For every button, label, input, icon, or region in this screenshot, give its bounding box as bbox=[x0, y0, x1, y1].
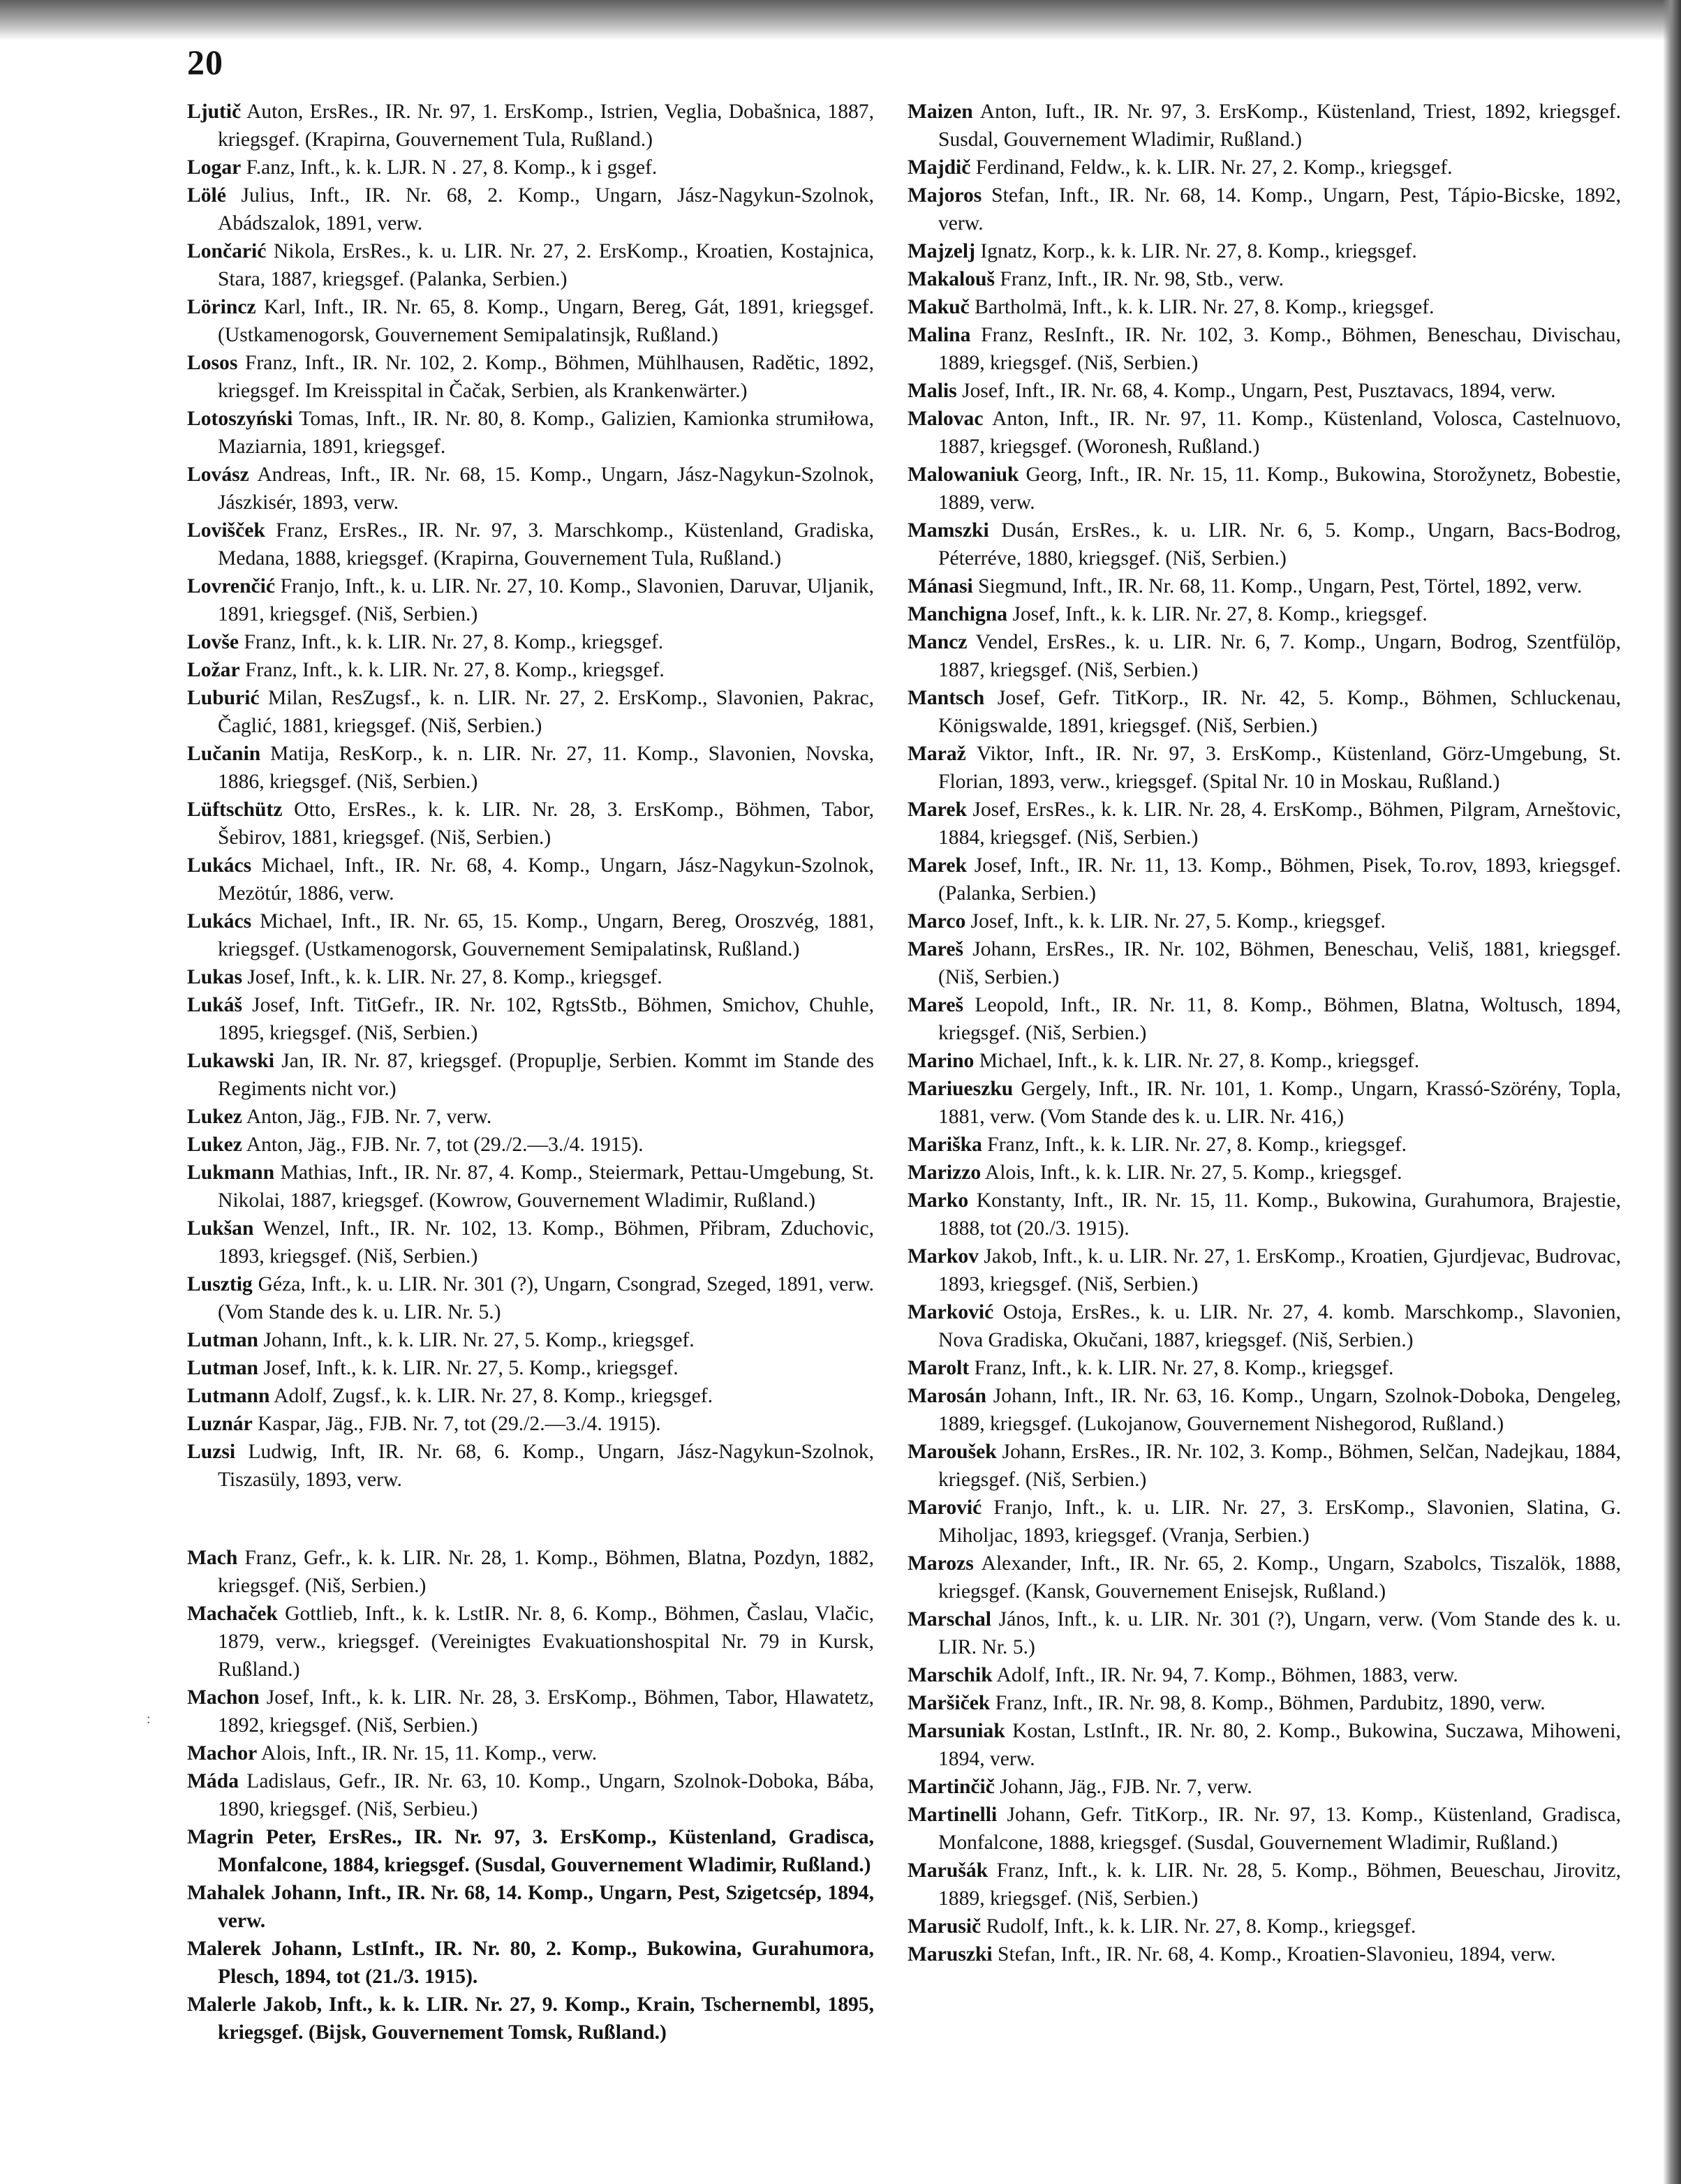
entry-details: Josef, Inft., k. k. LIR. Nr. 27, 5. Komp., kriegsgef. bbox=[258, 1357, 679, 1379]
entry-details: Konstanty, Inft., IR. Nr. 15, 11. Komp., Bukowina, Gurahumora, Brajestie, 1888, tot (20./3. 1915). bbox=[938, 1189, 1621, 1240]
entry-details: Tomas, Inft., IR. Nr. 80, 8. Komp., Galizien, Kamionka strumiłowa, Maziarnia, 1891, kriegsgef. bbox=[218, 408, 874, 458]
section-gap bbox=[187, 1494, 874, 1544]
register-entry bbox=[187, 405, 874, 461]
entry-details: Julius, Inft., IR. Nr. 68, 2. Komp., Ungarn, Jász-Nagykun-Szolnok, Abádszalok, 1891, verw. bbox=[218, 184, 874, 235]
entry-surname: Martinelli bbox=[908, 1804, 998, 1826]
entry-details: Otto, ErsRes., k. k. LIR. Nr. 28, 3. ErsKomp., Böhmen, Tabor, Šebirov, 1881, kriegsgef. (Niš, Serbien.) bbox=[218, 798, 874, 849]
register-entry bbox=[908, 1857, 1621, 1912]
entry-details: Vendel, ErsRes., k. u. LIR. Nr. 6, 7. Komp., Ungarn, Bodrog, Szentfülöp, 1887, kriegsgef. (Niš, Serbien.) bbox=[938, 631, 1621, 681]
register-entry bbox=[908, 740, 1621, 796]
entry-details: Johann, Jäg., FJB. Nr. 7, verw. bbox=[994, 1776, 1252, 1798]
entry-surname: Makuč bbox=[908, 296, 970, 318]
entry-details: Franz, ErsRes., IR. Nr. 97, 3. Marschkomp., Küstenland, Gradiska, Medana, 1888, kriegsgef. (Krapirna, Gouvernement Tula, Rußland.) bbox=[218, 519, 874, 570]
register-entry bbox=[187, 991, 874, 1047]
entry-surname: Machon bbox=[187, 1686, 260, 1709]
register-entry bbox=[187, 181, 874, 237]
entry-surname: Ljutič bbox=[187, 101, 242, 123]
register-entry bbox=[908, 796, 1621, 852]
entry-surname: Lukáš bbox=[187, 994, 242, 1016]
register-entry bbox=[908, 852, 1621, 907]
entry-surname: Majzelj bbox=[908, 240, 975, 262]
entry-surname: Marek bbox=[908, 798, 967, 821]
register-entry bbox=[187, 1684, 874, 1739]
register-entry bbox=[908, 1242, 1621, 1298]
entry-surname: Lüftschütz bbox=[187, 798, 283, 821]
register-entry bbox=[908, 1382, 1621, 1438]
entry-details: Ludwig, Inft, IR. Nr. 68, 6. Komp., Ungarn, Jász-Nagykun-Szolnok, Tiszasüly, 1893, verw. bbox=[218, 1441, 874, 1491]
entry-surname: Marušák bbox=[908, 1859, 988, 1882]
entry-details: Andreas, Inft., IR. Nr. 68, 15. Komp., Ungarn, Jász-Nagykun-Szolnok, Jászkisér, 1893, verw. bbox=[218, 463, 874, 514]
register-entry bbox=[187, 1047, 874, 1103]
entry-surname: Luznár bbox=[187, 1413, 253, 1435]
entry-details: Johann, Inft., k. k. LIR. Nr. 27, 5. Komp., kriegsgef. bbox=[258, 1329, 695, 1351]
entry-details: Josef, Inft., k. k. LIR. Nr. 27, 8. Komp., kriegsgef. bbox=[1007, 603, 1428, 625]
register-entry bbox=[187, 237, 874, 293]
register-entry bbox=[187, 963, 874, 991]
register-entry bbox=[187, 293, 874, 349]
register-entry bbox=[187, 1767, 874, 1823]
register-entry bbox=[187, 1879, 874, 1935]
register-entry bbox=[908, 1940, 1621, 1968]
entry-surname: Lovrenčić bbox=[187, 575, 276, 597]
register-entry bbox=[187, 98, 874, 154]
entry-details: Anton, Inft., IR. Nr. 97, 11. Komp., Küstenland, Volosca, Castelnuovo, 1887, kriegsgef. (Woronesh, Rußland.) bbox=[938, 408, 1621, 458]
entry-details: Johann, ErsRes., IR. Nr. 102, 3. Komp., Böhmen, Selčan, Nadejkau, 1884, kriegsgef. (Niš, Serbien.) bbox=[938, 1441, 1621, 1491]
entry-details: Alois, Inft., IR. Nr. 15, 11. Komp., verw. bbox=[257, 1742, 598, 1765]
entry-surname: Mareš bbox=[908, 994, 963, 1016]
entry-details: Ladislaus, Gefr., IR. Nr. 63, 10. Komp., Ungarn, Szolnok-Doboka, Bába, 1890, kriegsgef. (Niš, Serbieu.) bbox=[218, 1770, 874, 1820]
entry-details: Alexander, Inft., IR. Nr. 65, 2. Komp., Ungarn, Szabolcs, Tiszalök, 1888, kriegsgef. (Kansk, Gouvernement Enisejsk, Rußland.) bbox=[938, 1552, 1621, 1603]
entry-details: Johann, Inft., IR. Nr. 63, 16. Komp., Ungarn, Szolnok-Doboka, Dengeleg, 1889, kriegsgef. (Lukojanow, Gouvernement Nishegorod, Rußland.) bbox=[938, 1385, 1621, 1435]
register-entry bbox=[908, 600, 1621, 628]
register-entry bbox=[908, 517, 1621, 572]
entry-surname: Luburić bbox=[187, 687, 260, 709]
entry-surname: Malina bbox=[908, 324, 971, 346]
entry-surname: Manchigna bbox=[908, 603, 1008, 625]
entry-details: Anton, Jäg., FJB. Nr. 7, verw. bbox=[242, 1106, 492, 1128]
entry-details: Franz, Inft., k. k. LIR. Nr. 27, 8. Komp., kriegsgef. bbox=[238, 631, 664, 653]
entry-details: Franz, Inft., k. k. LIR. Nr. 27, 8. Komp., kriegsgef. bbox=[982, 1134, 1407, 1156]
register-entry bbox=[908, 1717, 1621, 1773]
register-entry bbox=[908, 991, 1621, 1047]
register-entry bbox=[908, 293, 1621, 321]
register-entry bbox=[187, 684, 874, 740]
entry-surname: Marozs bbox=[908, 1552, 974, 1575]
register-entry bbox=[187, 1131, 874, 1159]
entry-surname: Lukács bbox=[187, 910, 252, 933]
entry-details: Alois, Inft., k. k. LIR. Nr. 27, 5. Komp., kriegsgef. bbox=[981, 1161, 1402, 1184]
register-entry bbox=[187, 1544, 874, 1600]
register-entry bbox=[187, 517, 874, 572]
entry-details: Johann, Inft., IR. Nr. 68, 14. Komp., Ungarn, Pest, Szigetcsép, 1894, verw. bbox=[218, 1882, 874, 1932]
entry-surname: Majdič bbox=[908, 156, 971, 179]
entry-surname: Markov bbox=[908, 1245, 979, 1268]
register-entry bbox=[908, 1075, 1621, 1131]
register-entry bbox=[908, 1912, 1621, 1940]
entry-details: Rudolf, Inft., k. k. LIR. Nr. 27, 8. Komp., kriegsgef. bbox=[981, 1915, 1416, 1938]
page-number: 20 bbox=[187, 43, 223, 82]
entry-details: Gottlieb, Inft., k. k. LstIR. Nr. 8, 6. Komp., Böhmen, Časlau, Vlačic, 1879, verw., kriegsgef. (Vereinigtes Evakuationshospital Nr. 79 in Kursk, Rußland.) bbox=[218, 1603, 874, 1681]
register-entry bbox=[187, 1739, 874, 1767]
entry-surname: Mach bbox=[187, 1547, 238, 1569]
entry-details: Josef, Gefr. TitKorp., IR. Nr. 42, 5. Komp., Böhmen, Schluckenau, Königswalde, 1891, kriegsgef. (Niš, Serbien.) bbox=[938, 687, 1621, 737]
entry-surname: Mahalek bbox=[187, 1882, 265, 1904]
entry-surname: Maraž bbox=[908, 743, 966, 765]
entry-details: Franjo, Inft., k. u. LIR. Nr. 27, 3. ErsKomp., Slavonien, Slatina, G. Miholjac, 1893, kriegsgef. (Vranja, Serbien.) bbox=[938, 1496, 1621, 1547]
entry-details: Peter, ErsRes., IR. Nr. 97, 3. ErsKomp., Küstenland, Gradisca, Monfalcone, 1884, kriegsgef. (Susdal, Gouvernement Wladimir, Rußland.) bbox=[218, 1826, 874, 1876]
entry-surname: Marschik bbox=[908, 1664, 993, 1686]
entry-surname: Machor bbox=[187, 1742, 258, 1765]
register-entry bbox=[187, 1410, 874, 1438]
entry-details: Josef, Inft., k. k. LIR. Nr. 27, 5. Komp., kriegsgef. bbox=[965, 910, 1386, 933]
register-entry bbox=[908, 461, 1621, 517]
entry-details: Franz, ResInft., IR. Nr. 102, 3. Komp., Böhmen, Beneschau, Divischau, 1889, kriegsgef. (Niš, Serbien.) bbox=[938, 324, 1621, 374]
register-entry bbox=[187, 1103, 874, 1131]
register-entry bbox=[187, 1159, 874, 1214]
entry-surname: Mareš bbox=[908, 938, 963, 960]
entry-surname: Lukawski bbox=[187, 1050, 275, 1072]
entry-details: Jakob, Inft., k. u. LIR. Nr. 27, 1. ErsKomp., Kroatien, Gjurdjevac, Budrovac, 1893, kriegsgef. (Niš, Serbien.) bbox=[938, 1245, 1621, 1295]
entry-details: Georg, Inft., IR. Nr. 15, 11. Komp., Bukowina, Storožynetz, Bobestie, 1889, verw. bbox=[938, 463, 1621, 514]
entry-surname: Maizen bbox=[908, 101, 973, 123]
register-entry bbox=[908, 1159, 1621, 1187]
entry-surname: Lutman bbox=[187, 1357, 258, 1379]
register-entry bbox=[908, 1605, 1621, 1661]
register-entry bbox=[908, 1494, 1621, 1550]
entry-details: F.anz, Inft., k. k. LJR. N . 27, 8. Komp., k i gsgef. bbox=[241, 156, 658, 179]
entry-details: Stefan, Inft., IR. Nr. 68, 4. Komp., Kroatien-Slavonieu, 1894, verw. bbox=[992, 1943, 1556, 1966]
entry-details: Matija, ResKorp., k. n. LIR. Nr. 27, 11. Komp., Slavonien, Novska, 1886, kriegsgef. (Niš, Serbien.) bbox=[218, 743, 874, 793]
entry-surname: Mariška bbox=[908, 1134, 982, 1156]
entry-surname: Lölé bbox=[187, 184, 226, 207]
register-entry bbox=[908, 935, 1621, 991]
entry-surname: Makalouš bbox=[908, 268, 995, 290]
register-entry bbox=[187, 461, 874, 517]
entry-surname: Marosán bbox=[908, 1385, 986, 1407]
entry-surname: Majoros bbox=[908, 184, 982, 207]
entry-details: Leopold, Inft., IR. Nr. 11, 8. Komp., Böhmen, Blatna, Woltusch, 1894, kriegsgef. (Niš, Serbien.) bbox=[938, 994, 1621, 1044]
entry-surname: Maruszki bbox=[908, 1943, 993, 1966]
register-entry bbox=[908, 1661, 1621, 1689]
entry-surname: Lovše bbox=[187, 631, 239, 653]
register-entry bbox=[908, 628, 1621, 684]
entry-surname: Marizzo bbox=[908, 1161, 982, 1184]
scan-top-edge-shadow bbox=[0, 0, 1681, 40]
entry-details: Mathias, Inft., IR. Nr. 87, 4. Komp., Steiermark, Pettau-Umgebung, St. Nikolai, 1887, kriegsgef. (Kowrow, Gouvernement Wladimir, Rußland.) bbox=[218, 1161, 874, 1212]
entry-details: Géza, Inft., k. u. LIR. Nr. 301 (?), Ungarn, Csongrad, Szeged, 1891, verw. (Vom Stande des k. u. LIR. Nr. 5.) bbox=[218, 1273, 874, 1323]
entry-surname: Malerek bbox=[187, 1938, 262, 1960]
register-entry bbox=[908, 1354, 1621, 1382]
entry-details: Anton, Jäg., FJB. Nr. 7, tot (29./2.—3./4. 1915). bbox=[242, 1134, 644, 1156]
entry-details: Johann, Gefr. TitKorp., IR. Nr. 97, 13. Komp., Küstenland, Gradisca, Monfalcone, 1888, kriegsgef. (Susdal, Gouvernement Wladimir, Rußland.) bbox=[938, 1804, 1621, 1854]
entry-surname: Lotoszyński bbox=[187, 408, 293, 430]
register-entry bbox=[187, 154, 874, 181]
register-entry bbox=[908, 181, 1621, 237]
entry-details: Wenzel, Inft., IR. Nr. 102, 13. Komp., Böhmen, Přibram, Zduchovic, 1893, kriegsgef. (Niš, Serbien.) bbox=[218, 1217, 874, 1268]
entry-surname: Lukács bbox=[187, 854, 252, 877]
register-entry bbox=[187, 1382, 874, 1410]
entry-surname: Marković bbox=[908, 1301, 994, 1323]
entry-surname: Lukez bbox=[187, 1134, 242, 1156]
entry-surname: Lukez bbox=[187, 1106, 242, 1128]
entry-surname: Marko bbox=[908, 1189, 969, 1212]
entry-surname: Lutmann bbox=[187, 1385, 270, 1407]
register-entry bbox=[187, 1326, 874, 1354]
entry-details: Milan, ResZugsf., k. n. LIR. Nr. 27, 2. ErsKomp., Slavonien, Pakrac, Čaglić, 1881, kriegsgef. (Niš, Serbien.) bbox=[218, 687, 874, 737]
entry-details: Ignatz, Korp., k. k. LIR. Nr. 27, 8. Komp., kriegsgef. bbox=[975, 240, 1417, 262]
entry-details: Franz, Gefr., k. k. LIR. Nr. 28, 1. Komp., Böhmen, Blatna, Pozdyn, 1882, kriegsgef. (Niš, Serbien.) bbox=[218, 1547, 874, 1597]
entry-surname: Ložar bbox=[187, 659, 240, 681]
register-entry bbox=[908, 265, 1621, 293]
register-entry bbox=[908, 684, 1621, 740]
register-entry bbox=[187, 1991, 874, 2046]
scan-right-edge-shadow bbox=[1663, 0, 1681, 2184]
entry-details: Kostan, LstInft., IR. Nr. 80, 2. Komp., Bukowina, Suczawa, Mihoweni, 1894, verw. bbox=[938, 1720, 1621, 1770]
register-entry bbox=[187, 1823, 874, 1879]
register-entry bbox=[908, 1438, 1621, 1494]
register-entry bbox=[908, 1801, 1621, 1857]
entry-details: Kaspar, Jäg., FJB. Nr. 7, tot (29./2.—3./4. 1915). bbox=[252, 1413, 661, 1435]
entry-details: Franz, Inft., k. k. LIR. Nr. 28, 5. Komp., Böhmen, Beueschau, Jirovitz, 1889, kriegsgef. (Niš, Serbien.) bbox=[938, 1859, 1621, 1910]
entry-details: Franz, Inft., IR. Nr. 102, 2. Komp., Böhmen, Mühlhausen, Radětic, 1892, kriegsgef. Im Kreisspital in Čačak, Serbien, als Krankenwärter.) bbox=[218, 352, 874, 402]
entry-surname: Marco bbox=[908, 910, 966, 933]
entry-details: Josef, Inft., IR. Nr. 68, 4. Komp., Ungarn, Pest, Pusztavacs, 1894, verw. bbox=[956, 380, 1556, 402]
register-entry bbox=[908, 98, 1621, 154]
entry-details: Johann, LstInft., IR. Nr. 80, 2. Komp., Bukowina, Gurahumora, Plesch, 1894, tot (21./3. 1915). bbox=[218, 1938, 874, 1988]
entry-details: Josef, ErsRes., k. k. LIR. Nr. 28, 4. ErsKomp., Böhmen, Pilgram, Arneštovic, 1884, kriegsgef. (Niš, Serbien.) bbox=[938, 798, 1621, 849]
entry-details: Franz, Inft., IR. Nr. 98, Stb., verw. bbox=[994, 268, 1284, 290]
entry-surname: Lutman bbox=[187, 1329, 258, 1351]
entry-surname: Marović bbox=[908, 1496, 982, 1519]
entry-surname: Magrin bbox=[187, 1826, 254, 1848]
entry-details: Ostoja, ErsRes., k. u. LIR. Nr. 27, 4. komb. Marschkomp., Slavonien, Nova Gradiska, Okučani, 1887, kriegsgef. (Niš, Serbien.) bbox=[938, 1301, 1621, 1351]
register-entry bbox=[908, 237, 1621, 265]
register-entry bbox=[187, 1438, 874, 1494]
register-entry bbox=[908, 405, 1621, 461]
register-entry bbox=[187, 1214, 874, 1270]
entry-surname: Lončarić bbox=[187, 240, 267, 262]
register-entry bbox=[908, 907, 1621, 935]
register-entry bbox=[187, 796, 874, 852]
entry-surname: Marschal bbox=[908, 1608, 991, 1630]
entry-details: János, Inft., k. u. LIR. Nr. 301 (?), Ungarn, verw. (Vom Stande des k. u. LIR. Nr. 5.) bbox=[938, 1608, 1621, 1658]
entry-surname: Marek bbox=[908, 854, 967, 877]
entry-details: Franz, Inft., IR. Nr. 98, 8. Komp., Böhmen, Pardubitz, 1890, verw. bbox=[990, 1692, 1546, 1714]
entry-details: Auton, ErsRes., IR. Nr. 97, 1. ErsKomp., Istrien, Veglia, Dobašnica, 1887, kriegsgef. (Krapirna, Gouvernement Tula, Rußland.) bbox=[218, 101, 874, 151]
entry-surname: Machaček bbox=[187, 1603, 278, 1625]
register-entry bbox=[187, 656, 874, 684]
entry-details: Karl, Inft., IR. Nr. 65, 8. Komp., Ungarn, Bereg, Gát, 1891, kriegsgef. (Ustkamenogorsk, Gouvernement Semipalatinsjk, Rußland.) bbox=[218, 296, 874, 346]
register-entry bbox=[187, 852, 874, 907]
entry-surname: Lukšan bbox=[187, 1217, 254, 1240]
entry-surname: Martinčič bbox=[908, 1776, 995, 1798]
register-entry bbox=[187, 1270, 874, 1326]
register-entry bbox=[187, 740, 874, 796]
entry-details: Dusán, ErsRes., k. u. LIR. Nr. 6, 5. Komp., Ungarn, Bacs-Bodrog, Péterréve, 1880, kriegsgef. (Niš, Serbien.) bbox=[938, 519, 1621, 570]
entry-surname: Malowaniuk bbox=[908, 463, 1019, 486]
entry-surname: Malis bbox=[908, 380, 957, 402]
entry-details: Anton, Iuft., IR. Nr. 97, 3. ErsKomp., Küstenland, Triest, 1892, kriegsgef. Susdal, Gouvernement Wladimir, Rußland.) bbox=[938, 101, 1621, 151]
register-entry bbox=[908, 1550, 1621, 1605]
entry-surname: Lusztig bbox=[187, 1273, 253, 1295]
entry-details: Josef, Inft., k. k. LIR. Nr. 28, 3. ErsKomp., Böhmen, Tabor, Hlawatetz, 1892, kriegsgef. (Niš, Serbien.) bbox=[218, 1686, 874, 1737]
register-entry bbox=[187, 907, 874, 963]
entry-surname: Mantsch bbox=[908, 687, 985, 709]
entry-surname: Marolt bbox=[908, 1357, 970, 1379]
entry-surname: Marsuniak bbox=[908, 1720, 1005, 1742]
register-entry bbox=[187, 349, 874, 405]
entry-details: Siegmund, Inft., IR. Nr. 68, 11. Komp., Ungarn, Pest, Törtel, 1892, verw. bbox=[972, 575, 1583, 597]
entry-details: Adolf, Zugsf., k. k. LIR. Nr. 27, 8. Komp., kriegsgef. bbox=[269, 1385, 713, 1407]
entry-surname: Maroušek bbox=[908, 1441, 997, 1463]
entry-details: Viktor, Inft., IR. Nr. 97, 3. ErsKomp., Küstenland, Görz-Umgebung, St. Florian, 1893, verw., kriegsgef. (Spital Nr. 10 in Moskau, Rußland.) bbox=[938, 743, 1621, 793]
entry-surname: Lovász bbox=[187, 463, 249, 486]
register-entry bbox=[908, 321, 1621, 377]
entry-surname: Losos bbox=[187, 352, 238, 374]
entry-surname: Lovišček bbox=[187, 519, 265, 542]
right-column bbox=[908, 98, 1621, 1968]
entry-details: Adolf, Inft., IR. Nr. 94, 7. Komp., Böhmen, 1883, verw. bbox=[992, 1664, 1458, 1686]
entry-surname: Mancz bbox=[908, 631, 968, 653]
entry-details: Gergely, Inft., IR. Nr. 101, 1. Komp., Ungarn, Krassó-Szörény, Topla, 1881, verw. (Vom Stande des k. u. LIR. Nr. 416,) bbox=[938, 1078, 1621, 1128]
register-entry bbox=[187, 1600, 874, 1684]
entry-surname: Mariueszku bbox=[908, 1078, 1014, 1100]
entry-details: Jakob, Inft., k. k. LIR. Nr. 27, 9. Komp., Krain, Tschernembl, 1895, kriegsgef. (Bijsk, Gouvernement Tomsk, Rußland.) bbox=[218, 1993, 874, 2044]
entry-details: Ferdinand, Feldw., k. k. LIR. Nr. 27, 2. Komp., kriegsgef. bbox=[970, 156, 1453, 179]
scan-speck-mark: : bbox=[147, 1711, 151, 1727]
register-entry bbox=[908, 1047, 1621, 1075]
register-entry bbox=[187, 628, 874, 656]
register-entry bbox=[187, 572, 874, 628]
register-entry bbox=[908, 1187, 1621, 1242]
entry-surname: Lörincz bbox=[187, 296, 256, 318]
entry-surname: Marusič bbox=[908, 1915, 982, 1938]
entry-details: Bartholmä, Inft., k. k. LIR. Nr. 27, 8. Komp., kriegsgef. bbox=[969, 296, 1435, 318]
register-entry bbox=[908, 1689, 1621, 1717]
entry-surname: Lukas bbox=[187, 966, 242, 988]
entry-surname: Lučanin bbox=[187, 743, 261, 765]
register-entry bbox=[187, 1354, 874, 1382]
register-entry bbox=[908, 1298, 1621, 1354]
entry-details: Josef, Inft., k. k. LIR. Nr. 27, 8. Komp., kriegsgef. bbox=[242, 966, 662, 988]
left-column bbox=[187, 98, 874, 2046]
entry-details: Jan, IR. Nr. 87, kriegsgef. (Propuplje, Serbien. Kommt im Stande des Regiments nicht vor.) bbox=[218, 1050, 874, 1100]
entry-surname: Maršiček bbox=[908, 1692, 991, 1714]
register-entry bbox=[908, 1773, 1621, 1801]
entry-details: Michael, Inft., IR. Nr. 65, 15. Komp., Ungarn, Bereg, Oroszvég, 1881, kriegsgef. (Ustkamenogorsk, Gouvernement Semipalatinsk, Rußland.) bbox=[218, 910, 874, 960]
register-entry bbox=[908, 377, 1621, 405]
entry-surname: Malovac bbox=[908, 408, 984, 430]
register-entry bbox=[908, 572, 1621, 600]
entry-surname: Logar bbox=[187, 156, 242, 179]
entry-details: Stefan, Inft., IR. Nr. 68, 14. Komp., Ungarn, Pest, Tápio-Bicske, 1892, verw. bbox=[938, 184, 1621, 235]
entry-surname: Máda bbox=[187, 1770, 239, 1792]
register-entry bbox=[908, 1131, 1621, 1159]
entry-surname: Luzsi bbox=[187, 1441, 236, 1463]
entry-surname: Lukmann bbox=[187, 1161, 275, 1184]
entry-surname: Marino bbox=[908, 1050, 975, 1072]
entry-details: Franz, Inft., k. k. LIR. Nr. 27, 8. Komp., kriegsgef. bbox=[239, 659, 665, 681]
entry-details: Franz, Inft., k. k. LIR. Nr. 27, 8. Komp., kriegsgef. bbox=[969, 1357, 1394, 1379]
entry-surname: Malerle bbox=[187, 1993, 256, 2016]
entry-details: Nikola, ErsRes., k. u. LIR. Nr. 27, 2. ErsKomp., Kroatien, Kostajnica, Stara, 1887, kriegsgef. (Palanka, Serbien.) bbox=[218, 240, 874, 290]
entry-details: Franjo, Inft., k. u. LIR. Nr. 27, 10. Komp., Slavonien, Daruvar, Uljanik, 1891, kriegsgef. (Niš, Serbien.) bbox=[218, 575, 874, 625]
entry-surname: Mamszki bbox=[908, 519, 989, 542]
entry-details: Johann, ErsRes., IR. Nr. 102, Böhmen, Beneschau, Veliš, 1881, kriegsgef. (Niš, Serbien.) bbox=[938, 938, 1621, 988]
entry-details: Michael, Inft., IR. Nr. 68, 4. Komp., Ungarn, Jász-Nagykun-Szolnok, Mezötúr, 1886, verw. bbox=[218, 854, 874, 905]
register-entry bbox=[908, 154, 1621, 181]
entry-details: Michael, Inft., k. k. LIR. Nr. 27, 8. Komp., kriegsgef. bbox=[974, 1050, 1420, 1072]
register-entry bbox=[187, 1935, 874, 1991]
entry-details: Josef, Inft., IR. Nr. 11, 13. Komp., Böhmen, Pisek, To.rov, 1893, kriegsgef. (Palanka, Serbien.) bbox=[938, 854, 1621, 905]
entry-surname: Mánasi bbox=[908, 575, 973, 597]
entry-details: Josef, Inft. TitGefr., IR. Nr. 102, RgtsStb., Böhmen, Smichov, Chuhle, 1895, kriegsgef. (Niš, Serbien.) bbox=[218, 994, 874, 1044]
